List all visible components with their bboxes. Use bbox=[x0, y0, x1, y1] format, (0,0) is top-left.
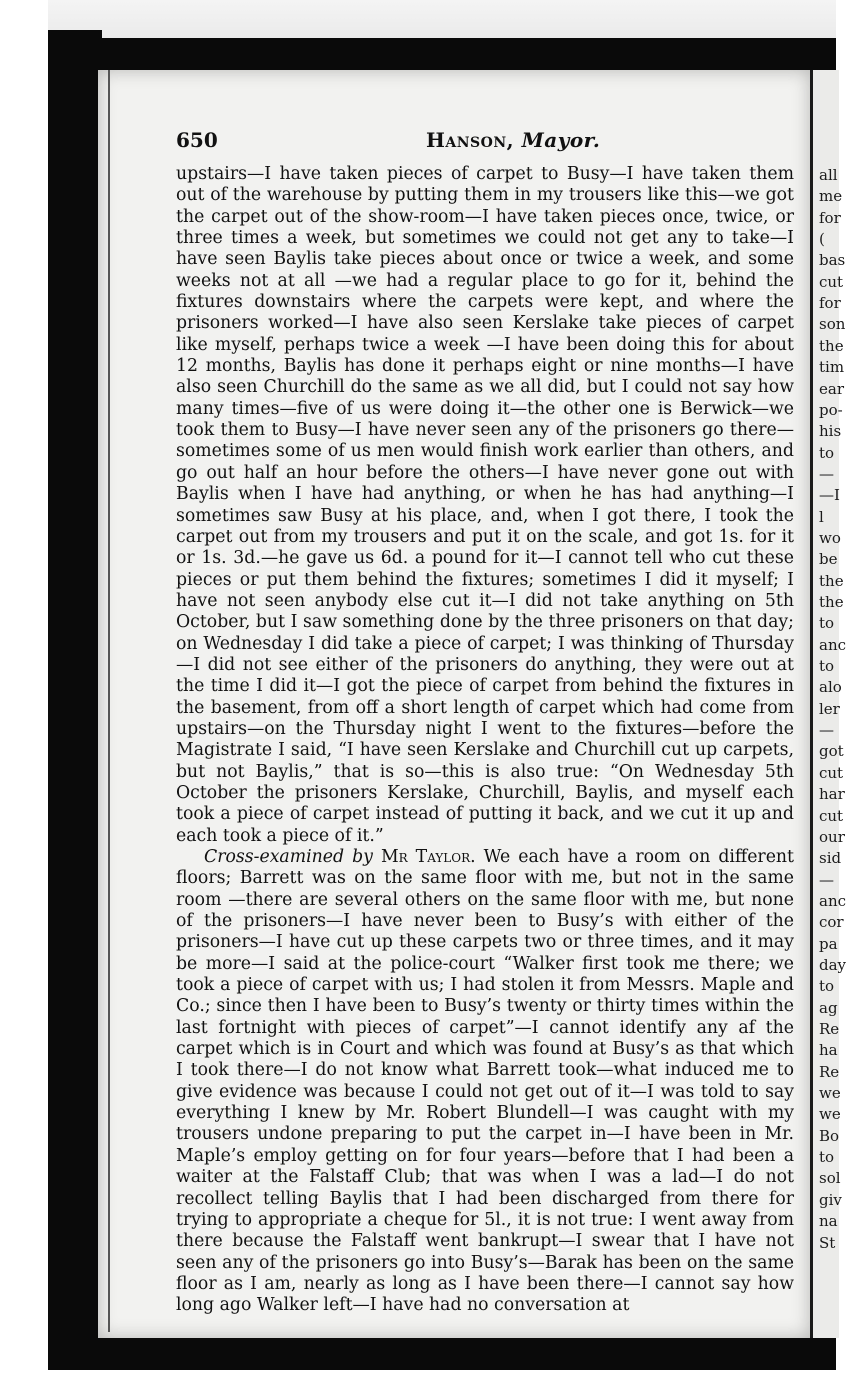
facing-page-fragment: wo bbox=[819, 528, 841, 547]
facing-page-fragment: cut bbox=[819, 763, 844, 782]
left-margin bbox=[0, 0, 48, 1388]
facing-page-fragment: bas bbox=[819, 251, 846, 270]
page-number: 650 bbox=[176, 128, 218, 152]
facing-page-fragment: anc bbox=[819, 635, 846, 654]
cross-examination-text: We each have a room on different floors; Barrett was on the same floor with me, but not in the same room —there are several others on the same floor with me, but none of the prisoners—I have never been to Busy’s with either of the prisoners—I have cut up these carpets two or three times, and it may be more—I said at the police-court “Walker first took me there; we took a piece of carpet with us; I had stolen it from Messrs. Maple and Co.; since then I have been to Busy’s twenty or thirty times within the last fortnight with pieces of carpet”—I cannot identify any af the carpet which is in Court and which was found at Busy’s as that which I took there—I do not know what Barrett took—what induced me to give evidence was because I could not get out of it—I was told to say everything I knew by Mr. Robert Blundell—I was caught with my trousers undone preparing to put the carpet in—I have been in Mr. Maple’s employ getting on for four years—before that I had been a waiter at the Falstaff Club; that was when I was a lad—I do not recollect telling Baylis that I had been discharged from there for trying to appropriate a cheque for 5l., it is not true: I went away from there because the Falstaff went bankrupt—I swear that I have not seen any of the prisoners go into Busy’s—Barak has been on the same floor as I am, nearly as long as I have been there—I cannot say how long ago Walker left—I have had no conversation at bbox=[176, 847, 794, 1316]
facing-page-fragment: tim bbox=[819, 358, 845, 377]
facing-page-fragment: cor bbox=[819, 913, 844, 932]
facing-page-fragment: —I bbox=[819, 486, 840, 505]
facing-page-fragment: his bbox=[819, 422, 842, 441]
facing-page-fragment: we bbox=[819, 1084, 841, 1103]
facing-page-fragment: day bbox=[819, 955, 846, 974]
facing-page-fragment: na bbox=[819, 1212, 838, 1231]
facing-page-edge bbox=[810, 70, 846, 1338]
facing-page-fragment: our bbox=[819, 827, 845, 846]
page-header bbox=[176, 128, 796, 156]
facing-page-fragment: me bbox=[819, 187, 843, 206]
facing-page-fragment: to bbox=[819, 1148, 835, 1167]
paragraph-cross-examination bbox=[176, 847, 794, 1317]
facing-page-fragment: the bbox=[819, 336, 844, 355]
facing-page-fragment: be bbox=[819, 550, 838, 569]
facing-page-fragment: for bbox=[819, 208, 841, 227]
facing-page-fragment: St bbox=[819, 1233, 836, 1252]
facing-page-fragment: Re bbox=[819, 1020, 840, 1038]
facing-page-fragment: alo bbox=[819, 678, 842, 697]
running-head bbox=[426, 128, 600, 152]
facing-page-fragment: the bbox=[819, 593, 844, 611]
facing-page-fragment: to bbox=[819, 443, 835, 462]
facing-page-fragment: po- bbox=[819, 400, 843, 419]
paragraph-testimony: upstairs—I have taken pieces of carpet to Busy—I have taken them out of the warehouse by putting them in my trousers like this—we got the carpet out of the show-room—I have taken pieces once, twice, or three times a week, but sometimes we could not get any to take—I have seen Baylis take pieces about once or twice a week, and some weeks not at all —we had a regular place to go for it, behind the fixtures downstairs where the carpets were kept, and where the prisoners worked—I have also seen Kerslake take pieces of carpet like myself, perhaps twice a week —I have been doing this for about 12 months, Baylis has done it perhaps eight or nine months—I have also seen Churchill do the same as we all did, but I could not say how many times—five of us were doing it—the other one is Berwick—we took them to Busy—I have never seen any of the prisoners go there—sometimes some of us men would finish work earlier than others, and go out half an hour before the others—I have never gone out with Baylis when I have had anything, or when he has had anything—I sometimes saw Busy at his place, and, when I got there, I took the carpet out from my trousers and put it on the scale, and got 1s. for it or 1s. 3d.—he gave us 6d. a pound for it—I cannot tell who cut these pieces or put them behind the fixtures; sometimes I did it myself; I have not seen anybody else cut it—I did not take anything on 5th October, but I saw something done by the three prisoners on that day; on Wednesday I did take a piece of carpet; I was thinking of Thursday —I did not see either of the prisoners do anything, they were out at the time I did it—I got the piece of carpet from behind the fixtures in the basement, from off a short length of carpet which had come from upstairs—on the Thursday night I went to the fixtures—before the Magistrate I said, “I have seen Kerslake and Churchill cut up carpets, but not Baylis,” that is so—this is also true: “On Wednesday 5th October the prisoners Kerslake, Churchill, Baylis, and myself each took a piece of carpet instead of putting it back, and we cut it up and each took a piece of it.” bbox=[176, 164, 794, 846]
facing-page-fragment: — bbox=[819, 721, 834, 740]
facing-page-fragment: son bbox=[819, 315, 846, 334]
facing-page-fragment: sol bbox=[819, 1169, 841, 1188]
counsel-name: Mr Taylor. bbox=[380, 847, 476, 867]
facing-page-fragment: ag bbox=[819, 998, 838, 1017]
facing-page-fragment: anc bbox=[819, 891, 846, 910]
running-head-name: Hanson, bbox=[426, 128, 515, 152]
film-border-top bbox=[48, 38, 836, 74]
film-border-left bbox=[48, 30, 102, 1360]
running-head-title: Mayor. bbox=[521, 128, 601, 152]
facing-page-fragment: for bbox=[819, 294, 841, 313]
facing-page-fragment: to bbox=[819, 614, 835, 633]
facing-page-fragment: cut bbox=[819, 806, 844, 825]
facing-page-fragment: pa bbox=[819, 934, 838, 953]
facing-page-fragment: all bbox=[819, 166, 838, 184]
facing-page-fragment: cut bbox=[819, 272, 844, 291]
facing-page-fragment: got bbox=[819, 742, 844, 761]
facing-page-fragment: ler bbox=[819, 699, 840, 718]
facing-page-fragment: l bbox=[819, 507, 824, 526]
facing-page-fragment: sid bbox=[819, 849, 842, 868]
cross-examined-label: Cross-examined by bbox=[204, 847, 373, 867]
facing-page-fragment: to bbox=[819, 977, 835, 996]
facing-page-fragment: har bbox=[819, 785, 845, 804]
facing-page-fragment: ear bbox=[819, 379, 844, 398]
facing-page-fragment: to bbox=[819, 657, 835, 676]
facing-page-fragment: — bbox=[819, 464, 834, 483]
facing-page-fragment: giv bbox=[819, 1190, 842, 1209]
facing-page-fragment: Bo bbox=[819, 1126, 840, 1145]
body-text bbox=[176, 164, 794, 1317]
facing-page-fragment: the bbox=[819, 571, 844, 590]
facing-page-fragment: — bbox=[819, 870, 834, 889]
facing-page-fragment: ha bbox=[819, 1041, 838, 1060]
facing-page-fragment: ( bbox=[819, 230, 825, 249]
page-gutter-line bbox=[108, 70, 110, 1332]
facing-page-fragment: we bbox=[819, 1105, 841, 1124]
facing-page-fragment: Re bbox=[819, 1062, 840, 1081]
